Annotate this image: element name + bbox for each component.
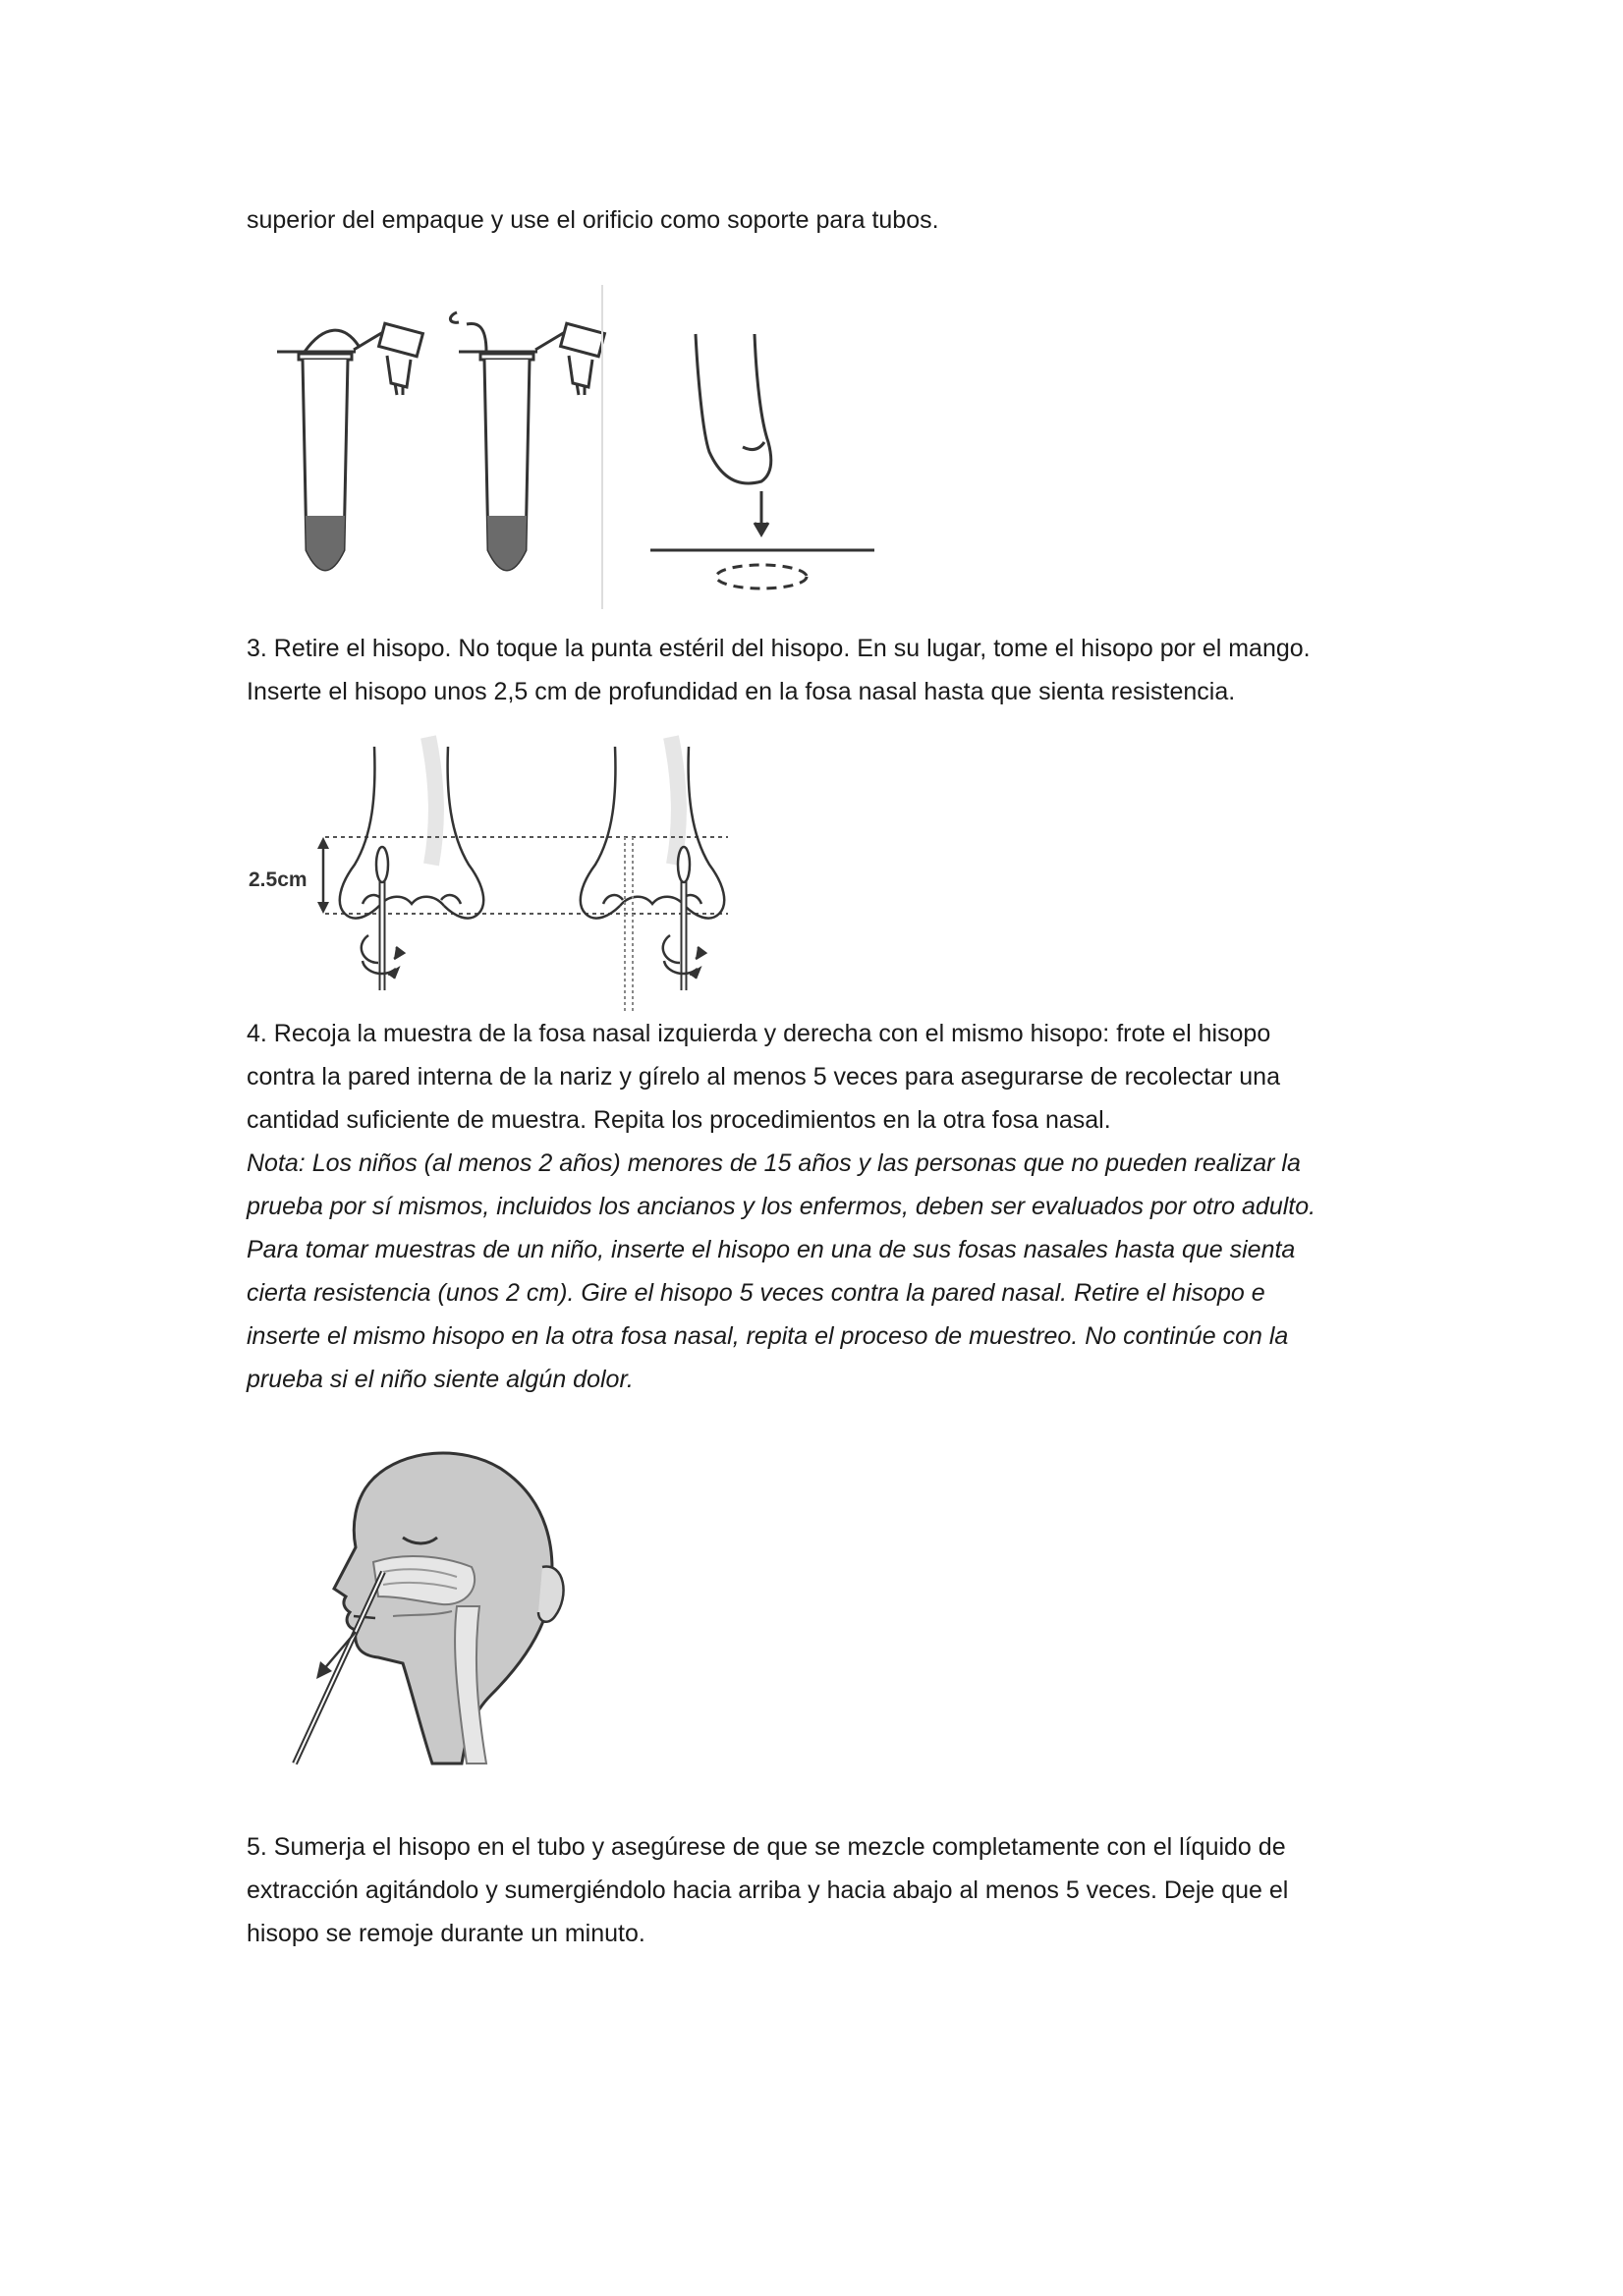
step-5-line-3: hisopo se remoje durante un minuto. [247,1920,645,1947]
paragraph-intro [247,198,1406,242]
step-3-line-1: 3. Retire el hisopo. No toque la punta estéril del hisopo. En su lugar, tome el hisopo por el mango. [247,635,1311,662]
head-swab-figure [285,1439,619,1773]
step-4-line-1: 4. Recoja la muestra de la fosa nasal izquierda y derecha con el mismo hisopo: frote el hisopo [247,1020,1271,1047]
note-line-6: prueba si el niño siente algún dolor. [247,1366,634,1393]
intro-line: superior del empaque y use el orificio como soporte para tubos. [247,206,939,234]
note-line-2: prueba por sí mismos, incluidos los ancianos y los enfermos, deben ser evaluados por otro adulto. [247,1193,1316,1220]
step-5-line-2: extracción agitándolo y sumergiéndolo hacia arriba y hacia abajo al menos 5 veces. Deje que el [247,1876,1289,1904]
paragraph-step-4 [247,1012,1406,1142]
note-line-5: inserte el mismo hisopo en la otra fosa nasal, repita el proceso de muestreo. No continúe con la [247,1322,1289,1350]
tube-1 [277,323,422,570]
paragraph-step-5 [247,1825,1406,1955]
note-line-4: cierta resistencia (unos 2 cm). Gire el hisopo 5 veces contra la pared nasal. Retire el hisopo e [247,1279,1265,1307]
depth-label: 2.5cm [249,868,308,891]
step-4-line-3: cantidad suficiente de muestra. Repita los procedimientos en la otra fosa nasal. [247,1106,1111,1134]
tube-2 [450,312,604,570]
step-3-line-2: Inserte el hisopo unos 2,5 cm de profundidad en la fosa nasal hasta que sienta resistencia. [247,678,1236,705]
step-4-line-2: contra la pared interna de la nariz y gírelo al menos 5 veces para asegurarse de recolectar una [247,1063,1280,1091]
paragraph-note [247,1142,1406,1401]
tube-stand-figure [265,285,894,609]
note-line-3: Para tomar muestras de un niño, inserte el hisopo en una de sus fosas nasales hasta que sienta [247,1236,1296,1263]
finger-press [650,334,874,588]
step-5-line-1: 5. Sumerja el hisopo en el tubo y asegúrese de que se mezcle completamente con el líquido de [247,1833,1286,1861]
paragraph-step-3 [247,627,1406,713]
nose-depth-figure [247,727,757,1012]
note-line-1: Nota: Los niños (al menos 2 años) menores de 15 años y las personas que no pueden realizar la [247,1149,1301,1177]
nose-right [581,747,724,1012]
nose-left [340,747,483,990]
